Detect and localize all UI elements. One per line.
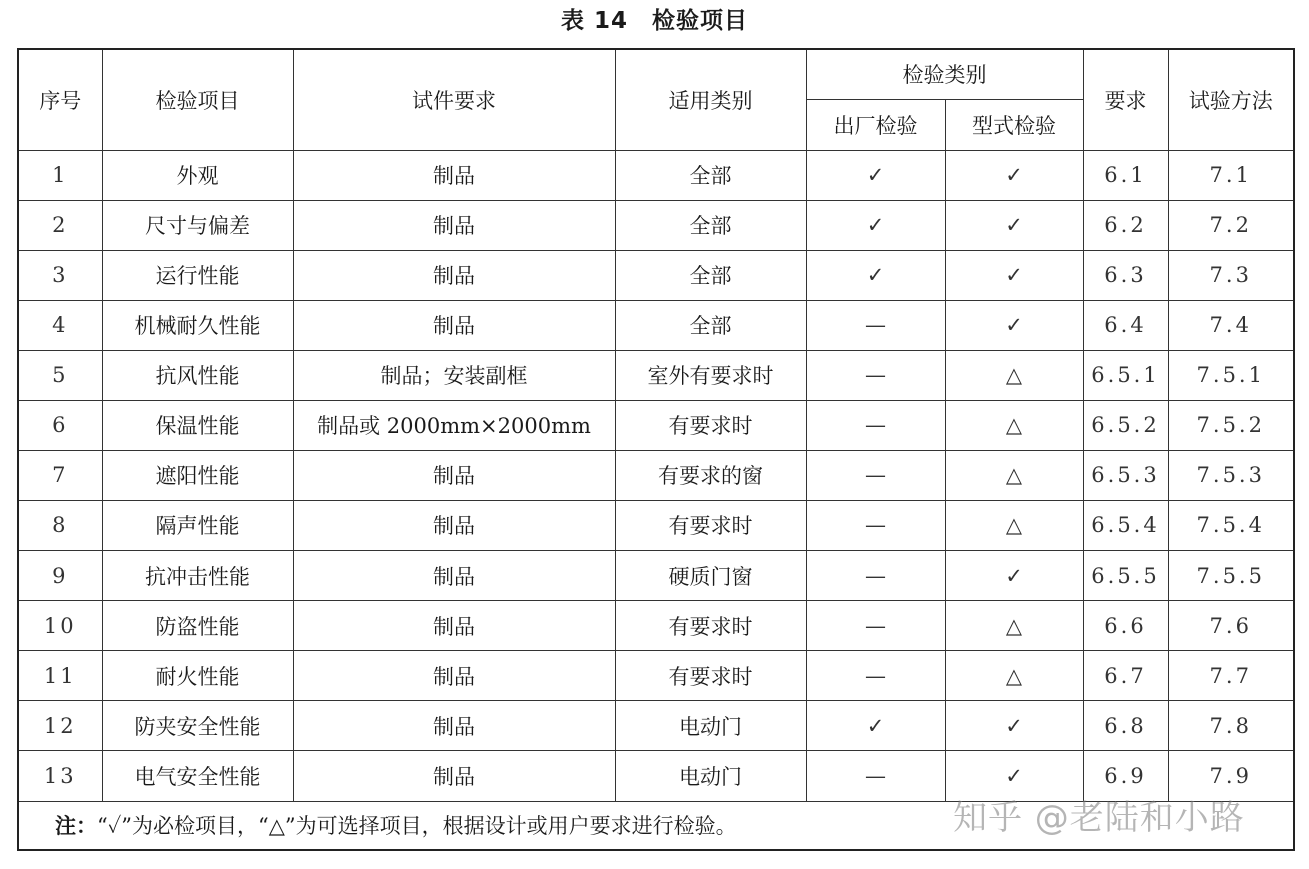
cell-method: 7.5.2 [1168,400,1294,450]
cell-requirement: 6.5.5 [1083,551,1168,601]
cell-item: 机械耐久性能 [102,300,293,350]
cell-type-test: △ [945,651,1083,701]
cell-applicable: 全部 [615,300,806,350]
cell-item: 隔声性能 [102,500,293,550]
cell-specimen: 制品 [293,300,615,350]
header-requirement: 要求 [1083,49,1168,150]
cell-specimen: 制品 [293,701,615,751]
cell-seq: 11 [18,651,102,701]
cell-requirement: 6.2 [1083,200,1168,250]
cell-method: 7.5.4 [1168,500,1294,550]
header-inspection-category: 检验类别 [806,49,1083,99]
cell-method: 7.7 [1168,651,1294,701]
table-row [18,250,1294,300]
cell-factory: — [806,751,945,801]
table-row [18,651,1294,701]
cell-seq: 4 [18,300,102,350]
table-row [18,450,1294,500]
cell-item: 电气安全性能 [102,751,293,801]
watermark: 知乎 @老陆和小路 [953,798,1245,838]
cell-type-test: ✓ [945,250,1083,300]
header-item: 检验项目 [102,49,293,150]
cell-applicable: 电动门 [615,751,806,801]
cell-factory: — [806,500,945,550]
cell-specimen: 制品 [293,200,615,250]
table-note [18,801,1294,850]
cell-method: 7.2 [1168,200,1294,250]
cell-type-test: ✓ [945,300,1083,350]
cell-applicable: 全部 [615,250,806,300]
header-applicable: 适用类别 [615,49,806,150]
cell-type-test: △ [945,500,1083,550]
cell-requirement: 6.7 [1083,651,1168,701]
cell-specimen: 制品 [293,751,615,801]
cell-item: 防盗性能 [102,601,293,651]
table-row [18,701,1294,751]
inspection-items-table [17,48,1295,851]
cell-seq: 13 [18,751,102,801]
cell-seq: 1 [18,150,102,200]
table-body [18,150,1294,801]
cell-specimen: 制品 [293,450,615,500]
cell-item: 耐火性能 [102,651,293,701]
cell-item: 保温性能 [102,400,293,450]
cell-specimen: 制品；安装副框 [293,350,615,400]
table-row [18,400,1294,450]
cell-applicable: 电动门 [615,701,806,751]
header-method: 试验方法 [1168,49,1294,150]
cell-applicable: 全部 [615,200,806,250]
cell-method: 7.5.3 [1168,450,1294,500]
header-seq: 序号 [18,49,102,150]
note-text: “✓”为必检项目，“△”为可选择项目，根据设计或用户要求进行检验。 [97,814,737,839]
cell-method: 7.5.5 [1168,551,1294,601]
note-prefix: 注： [55,814,97,839]
cell-type-test: ✓ [945,150,1083,200]
cell-requirement: 6.5.1 [1083,350,1168,400]
cell-type-test: △ [945,601,1083,651]
cell-type-test: ✓ [945,551,1083,601]
cell-item: 防夹安全性能 [102,701,293,751]
cell-seq: 9 [18,551,102,601]
cell-seq: 6 [18,400,102,450]
cell-specimen: 制品 [293,551,615,601]
cell-item: 运行性能 [102,250,293,300]
cell-type-test: ✓ [945,751,1083,801]
cell-method: 7.5.1 [1168,350,1294,400]
cell-factory: — [806,350,945,400]
cell-requirement: 6.5.3 [1083,450,1168,500]
cell-item: 抗风性能 [102,350,293,400]
cell-method: 7.9 [1168,751,1294,801]
cell-applicable: 有要求时 [615,400,806,450]
cell-applicable: 全部 [615,150,806,200]
cell-requirement: 6.6 [1083,601,1168,651]
cell-type-test: △ [945,350,1083,400]
header-type-test: 型式检验 [945,99,1083,150]
cell-requirement: 6.3 [1083,250,1168,300]
cell-requirement: 6.5.2 [1083,400,1168,450]
cell-factory: ✓ [806,250,945,300]
cell-type-test: ✓ [945,200,1083,250]
cell-factory: ✓ [806,200,945,250]
cell-specimen: 制品 [293,651,615,701]
cell-specimen: 制品 [293,150,615,200]
cell-seq: 5 [18,350,102,400]
header-specimen: 试件要求 [293,49,615,150]
cell-specimen: 制品 [293,250,615,300]
cell-factory: ✓ [806,701,945,751]
header-factory: 出厂检验 [806,99,945,150]
table-row [18,350,1294,400]
cell-type-test: △ [945,400,1083,450]
cell-applicable: 室外有要求时 [615,350,806,400]
cell-method: 7.3 [1168,250,1294,300]
cell-seq: 3 [18,250,102,300]
cell-factory: — [806,651,945,701]
cell-factory: — [806,400,945,450]
cell-requirement: 6.9 [1083,751,1168,801]
cell-method: 7.6 [1168,601,1294,651]
cell-applicable: 有要求时 [615,500,806,550]
cell-item: 抗冲击性能 [102,551,293,601]
cell-type-test: △ [945,450,1083,500]
table-row [18,551,1294,601]
cell-specimen: 制品 [293,601,615,651]
cell-specimen: 制品 [293,500,615,550]
cell-method: 7.4 [1168,300,1294,350]
cell-applicable: 硬质门窗 [615,551,806,601]
cell-seq: 7 [18,450,102,500]
table-row [18,601,1294,651]
cell-factory: ✓ [806,150,945,200]
cell-seq: 8 [18,500,102,550]
cell-factory: — [806,300,945,350]
table-row [18,200,1294,250]
cell-applicable: 有要求时 [615,651,806,701]
cell-method: 7.1 [1168,150,1294,200]
cell-seq: 12 [18,701,102,751]
table-row [18,300,1294,350]
cell-type-test: ✓ [945,701,1083,751]
table-title: 表 14 检验项目 [560,8,748,34]
cell-factory: — [806,450,945,500]
cell-item: 外观 [102,150,293,200]
cell-factory: — [806,551,945,601]
cell-item: 遮阳性能 [102,450,293,500]
cell-requirement: 6.4 [1083,300,1168,350]
cell-item: 尺寸与偏差 [102,200,293,250]
cell-applicable: 有要求时 [615,601,806,651]
cell-specimen: 制品或 2000mm×2000mm [293,400,615,450]
cell-applicable: 有要求的窗 [615,450,806,500]
cell-seq: 10 [18,601,102,651]
table-row [18,150,1294,200]
cell-requirement: 6.5.4 [1083,500,1168,550]
table-row [18,751,1294,801]
cell-requirement: 6.8 [1083,701,1168,751]
cell-seq: 2 [18,200,102,250]
cell-method: 7.8 [1168,701,1294,751]
table-row [18,500,1294,550]
cell-factory: — [806,601,945,651]
cell-requirement: 6.1 [1083,150,1168,200]
